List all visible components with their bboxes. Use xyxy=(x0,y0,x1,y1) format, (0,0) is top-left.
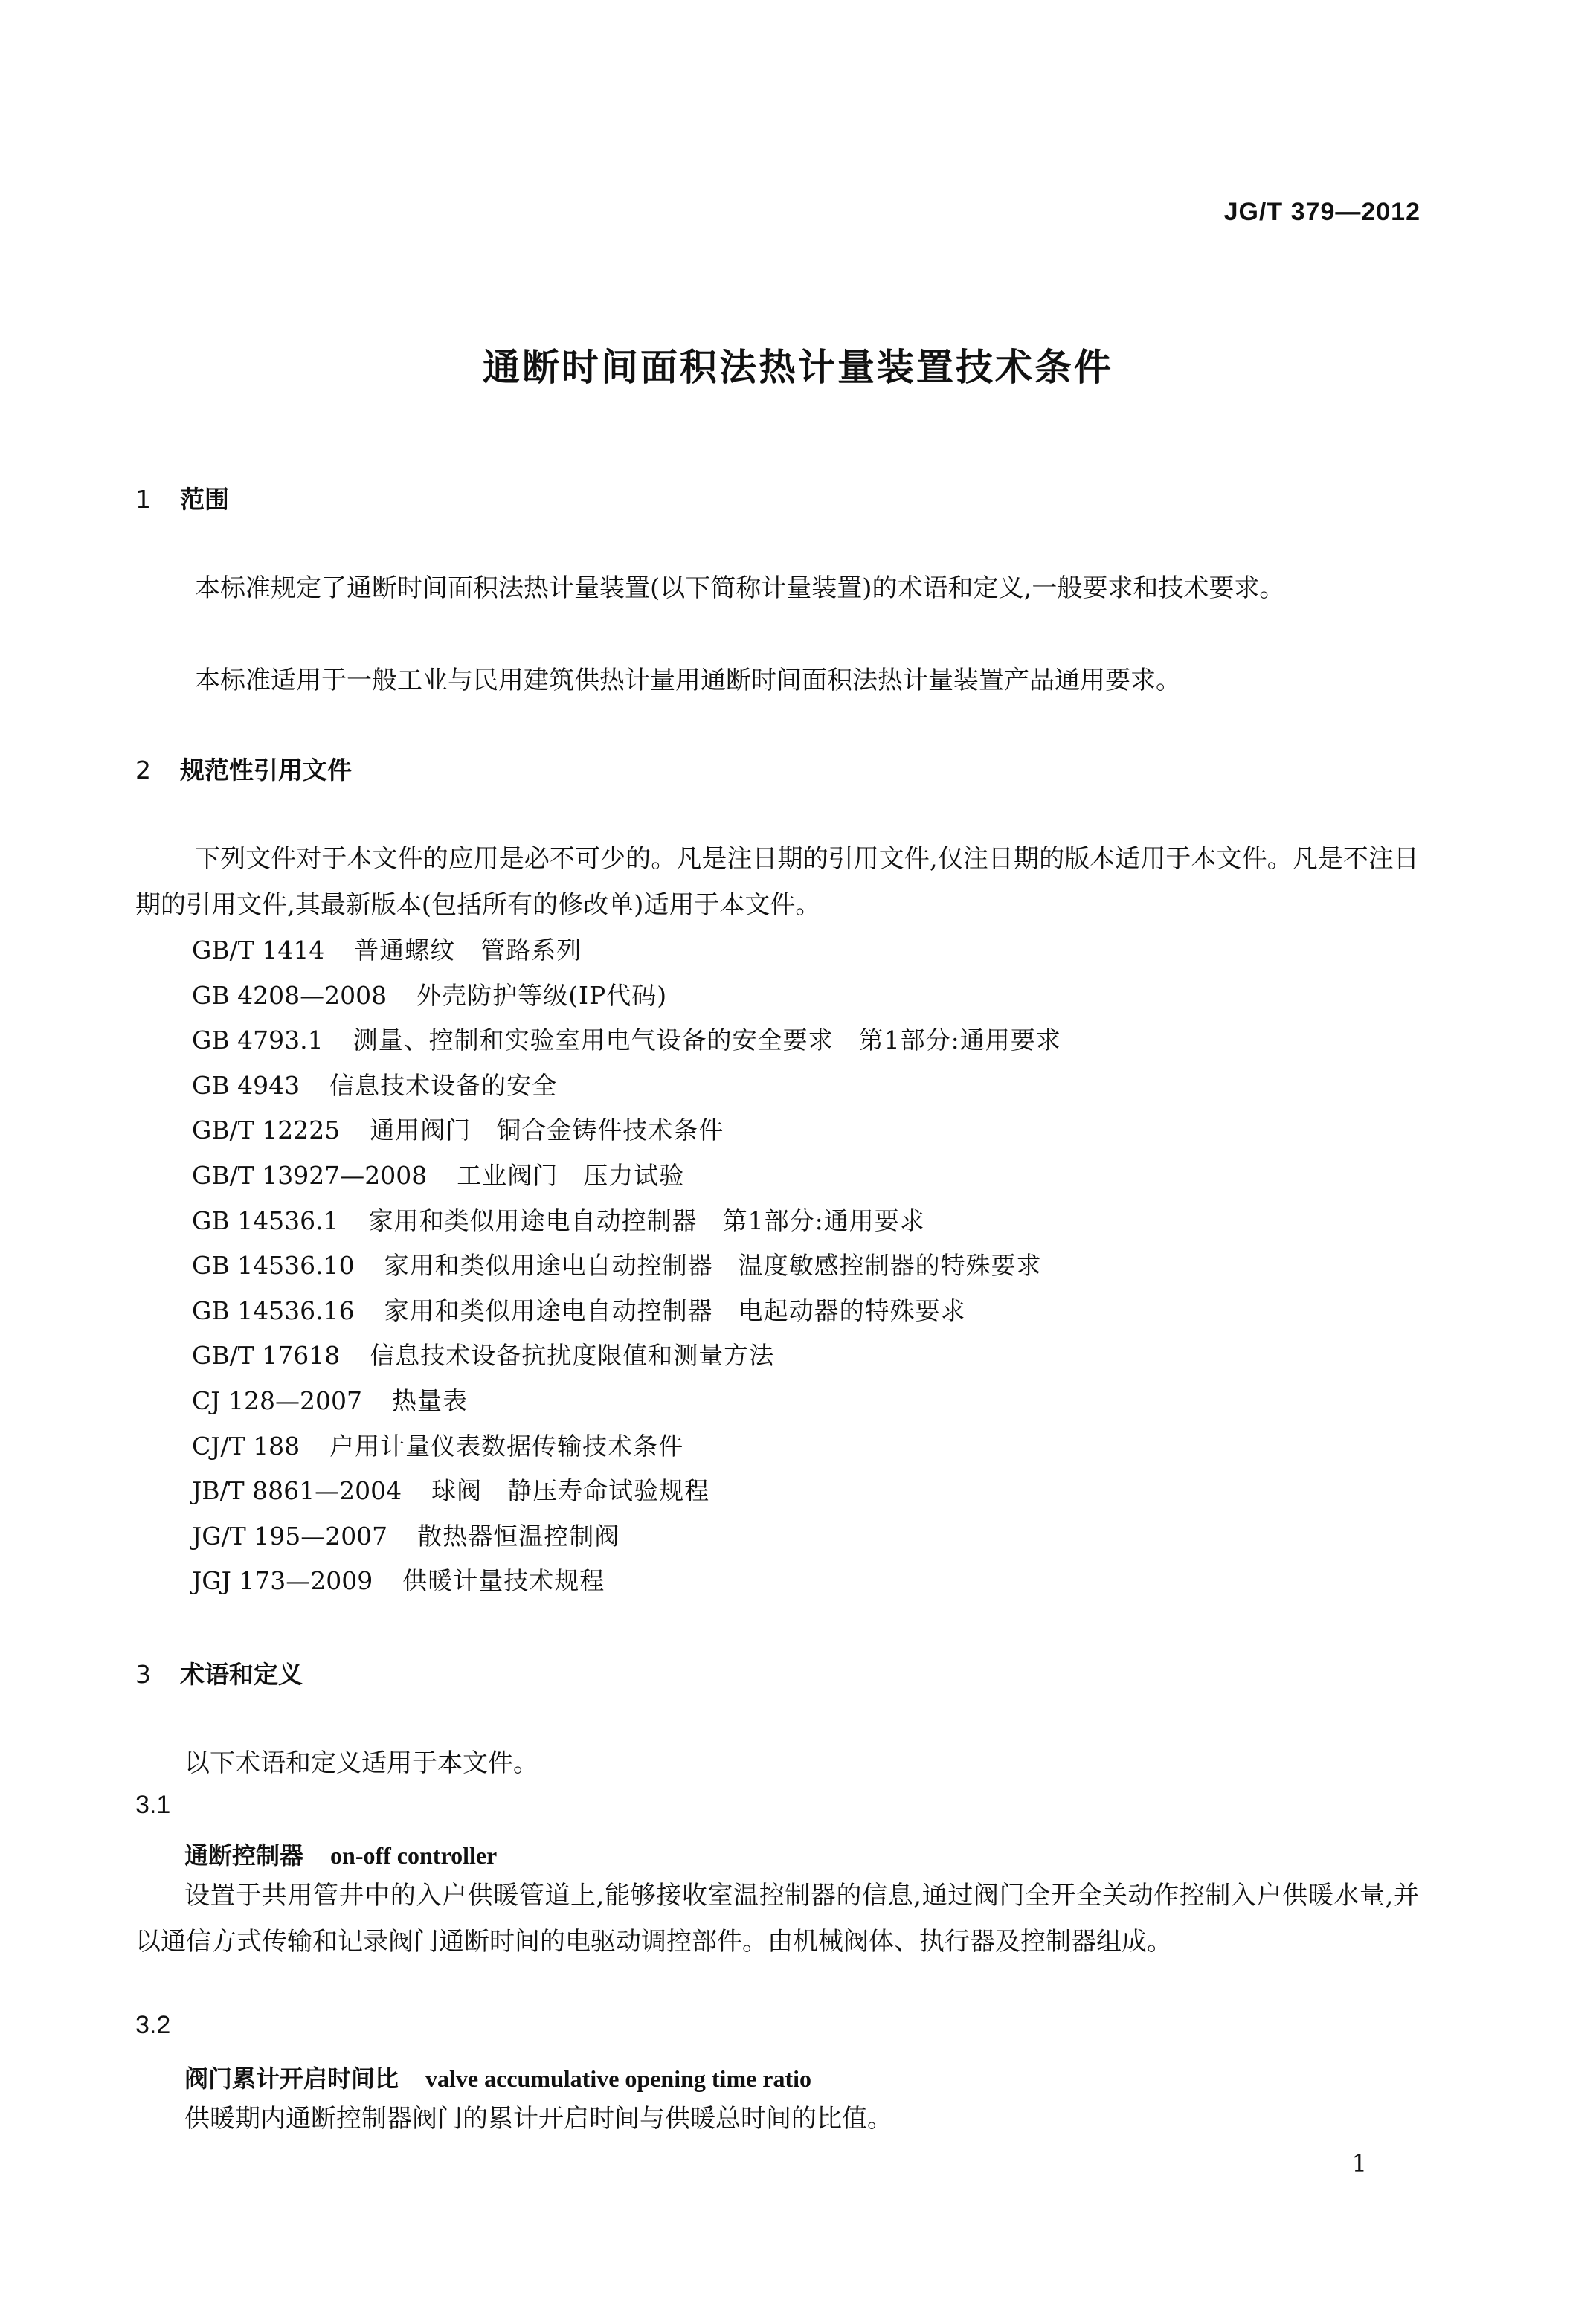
reference-title: 户用计量仪表数据传输技术条件 xyxy=(329,1431,684,1461)
reference-item xyxy=(192,1469,1061,1514)
reference-item xyxy=(192,1153,1061,1199)
section-title: 规范性引用文件 xyxy=(180,756,352,785)
term-english: on-off controller xyxy=(330,1842,498,1869)
term-entry xyxy=(184,2060,811,2094)
reference-item xyxy=(192,1063,1061,1109)
reference-list xyxy=(192,928,1061,1604)
reference-title: 测量、控制和实验室用电气设备的安全要求 第1部分:通用要求 xyxy=(353,1026,1061,1055)
reference-item xyxy=(192,1333,1061,1379)
reference-title: 工业阀门 压力试验 xyxy=(457,1160,685,1190)
reference-title: 家用和类似用途电自动控制器 第1部分:通用要求 xyxy=(368,1205,925,1235)
reference-code: GB/T 1414 xyxy=(192,936,325,965)
reference-code: CJ/T 188 xyxy=(192,1431,300,1461)
reference-title: 家用和类似用途电自动控制器 温度敏感控制器的特殊要求 xyxy=(384,1251,1042,1281)
reference-item xyxy=(192,1108,1061,1153)
reference-code: JB/T 8861—2004 xyxy=(192,1476,402,1506)
term-entry xyxy=(184,1837,497,1871)
section-title: 术语和定义 xyxy=(180,1660,303,1689)
scope-paragraph-2: 本标准适用于一般工业与民用建筑供热计量用通断时间面积法热计量装置产品通用要求。 xyxy=(195,666,1181,695)
reference-title: 热量表 xyxy=(391,1385,468,1415)
reference-item xyxy=(192,1199,1061,1244)
reference-item xyxy=(192,1379,1061,1424)
term-chinese: 阀门累计开启时间比 xyxy=(184,2064,399,2093)
reference-item xyxy=(192,1559,1061,1604)
normative-refs-intro: 下列文件对于本文件的应用是必不可少的。凡是注日期的引用文件,仅注日期的版本适用于本文件。凡是不注日期的引用文件,其最新版本(包括所有的修改单)适用于本文件。 xyxy=(135,844,1419,920)
scope-paragraph-1: 本标准规定了通断时间面积法热计量装置(以下简称计量装置)的术语和定义,一般要求和技术要求。 xyxy=(195,573,1285,603)
section-title: 范围 xyxy=(180,485,229,514)
clause-number: 3.2 xyxy=(135,2011,171,2039)
reference-title: 通用阀门 铜合金铸件技术条件 xyxy=(370,1116,724,1145)
reference-code: GB 4208—2008 xyxy=(192,980,387,1010)
reference-item xyxy=(192,973,1061,1019)
reference-item xyxy=(192,1424,1061,1469)
section-heading-terms xyxy=(135,1655,303,1690)
term-definition: 供暖期内通断控制器阀门的累计开启时间与供暖总时间的比值。 xyxy=(184,2104,892,2134)
reference-title: 散热器恒温控制阀 xyxy=(417,1521,620,1551)
reference-item xyxy=(192,1243,1061,1289)
document-title: 通断时间面积法热计量装置技术条件 xyxy=(483,346,1113,389)
term-english: valve accumulative opening time ratio xyxy=(425,2065,812,2092)
reference-title: 球阀 静压寿命试验规程 xyxy=(431,1476,710,1506)
reference-code: JGJ 173—2009 xyxy=(192,1566,373,1596)
reference-code: GB 14536.10 xyxy=(192,1251,355,1281)
reference-title: 供暖计量技术规程 xyxy=(402,1566,605,1596)
reference-item xyxy=(192,1289,1061,1334)
reference-code: GB/T 12225 xyxy=(192,1116,341,1145)
reference-code: GB 4793.1 xyxy=(192,1026,324,1055)
reference-title: 信息技术设备的安全 xyxy=(329,1070,558,1100)
reference-code: GB 4943 xyxy=(192,1070,300,1100)
section-heading-scope xyxy=(135,480,229,515)
clause-number: 3.1 xyxy=(135,1791,171,1819)
reference-title: 普通螺纹 管路系列 xyxy=(354,936,582,965)
reference-code: GB 14536.1 xyxy=(192,1205,339,1235)
section-number: 2 xyxy=(135,756,151,785)
reference-item xyxy=(192,928,1061,973)
page-number: 1 xyxy=(1351,2149,1367,2177)
section-heading-normative-refs xyxy=(135,751,352,786)
reference-code: CJ 128—2007 xyxy=(192,1385,362,1415)
term-chinese: 通断控制器 xyxy=(184,1841,304,1870)
reference-code: GB/T 13927—2008 xyxy=(192,1160,428,1190)
term-definition: 设置于共用管井中的入户供暖管道上,能够接收室温控制器的信息,通过阀门全开全关动作控制入户供暖水量,并以通信方式传输和记录阀门通断时间的电驱动调控部件。由机械阀体、执行器及控制器组成。 xyxy=(135,1881,1419,1957)
terms-intro: 以下术语和定义适用于本文件。 xyxy=(184,1748,538,1778)
reference-title: 家用和类似用途电自动控制器 电起动器的特殊要求 xyxy=(384,1295,966,1325)
reference-title: 外壳防护等级(IP代码) xyxy=(416,980,668,1010)
reference-item xyxy=(192,1018,1061,1063)
reference-code: GB 14536.16 xyxy=(192,1295,355,1325)
reference-item xyxy=(192,1514,1061,1559)
section-number: 1 xyxy=(135,485,151,514)
reference-code: JG/T 195—2007 xyxy=(192,1521,388,1551)
reference-title: 信息技术设备抗扰度限值和测量方法 xyxy=(370,1341,775,1371)
standard-code: JG/T 379—2012 xyxy=(1223,198,1420,226)
reference-code: GB/T 17618 xyxy=(192,1341,341,1371)
section-number: 3 xyxy=(135,1660,151,1689)
